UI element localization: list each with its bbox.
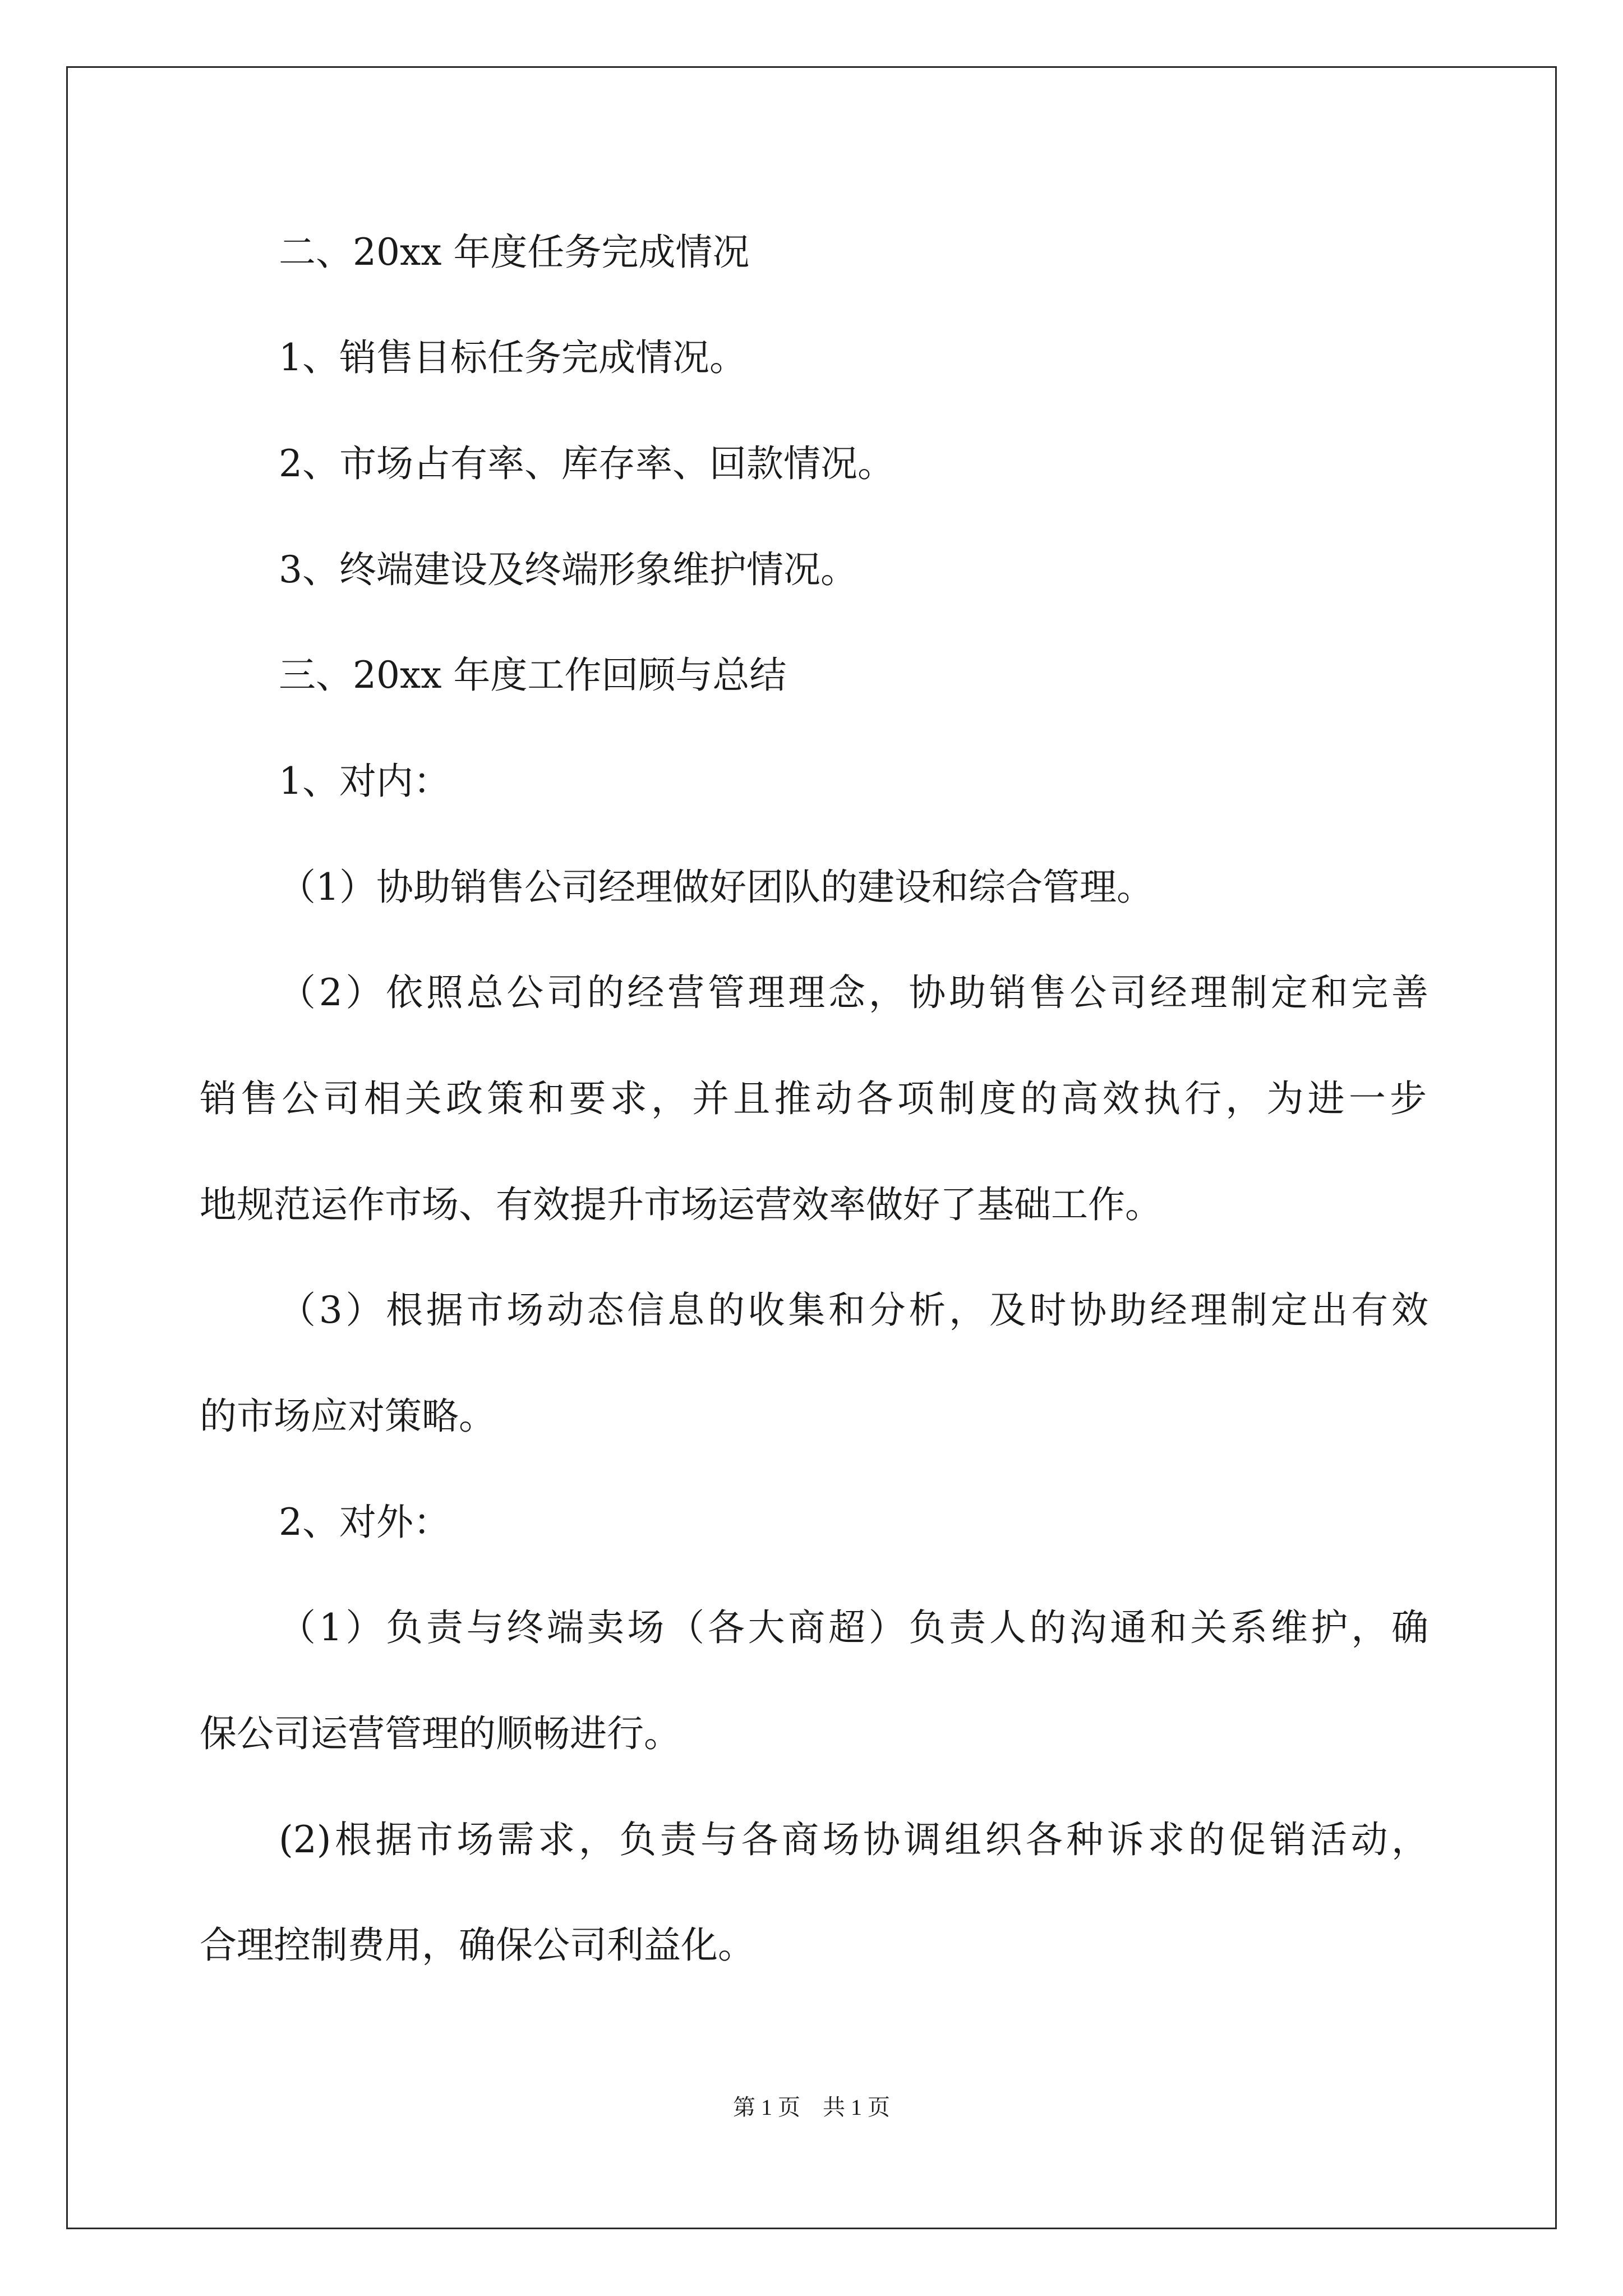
paragraph-line: 地规范运作市场、有效提升市场运营效率做好了基础工作。: [200, 1183, 1162, 1226]
paragraph-line: （1）负责与终端卖场（各大商超）负责人的沟通和关系维护，确: [279, 1606, 1428, 1649]
paragraph-line: （2）依照总公司的经营管理理念，协助销售公司经理制定和完善: [279, 971, 1428, 1014]
paragraph-line: 1、对内：: [279, 760, 450, 803]
paragraph-line: 销售公司相关政策和要求，并且推动各项制度的高效执行，为进一步: [200, 1077, 1427, 1120]
paragraph-line: 合理控制费用，确保公司利益化。: [200, 1924, 755, 1967]
paragraph-line: 2、市场占有率、库存率、回款情况。: [279, 442, 895, 485]
page-border: [66, 66, 1557, 2229]
paragraph-line: (2)根据市场需求，负责与各商场协调组织各种诉求的促销活动，: [279, 1818, 1428, 1861]
section-heading-2: 二、20xx 年度任务完成情况: [279, 231, 750, 274]
paragraph-line: 2、对外：: [279, 1501, 450, 1544]
paragraph-line: （3）根据市场动态信息的收集和分析，及时协助经理制定出有效: [279, 1289, 1428, 1332]
paragraph-line: 保公司运营管理的顺畅进行。: [200, 1712, 681, 1755]
paragraph-line: 的市场应对策略。: [200, 1395, 496, 1438]
page-number-footer: 第 1 页 共 1 页: [733, 2095, 890, 2120]
paragraph-line: 3、终端建设及终端形象维护情况。: [279, 548, 857, 591]
section-heading-3: 三、20xx 年度工作回顾与总结: [279, 654, 787, 697]
paragraph-line: 1、销售目标任务完成情况。: [279, 336, 746, 379]
paragraph-line: （1）协助销售公司经理做好团队的建设和综合管理。: [279, 866, 1154, 909]
